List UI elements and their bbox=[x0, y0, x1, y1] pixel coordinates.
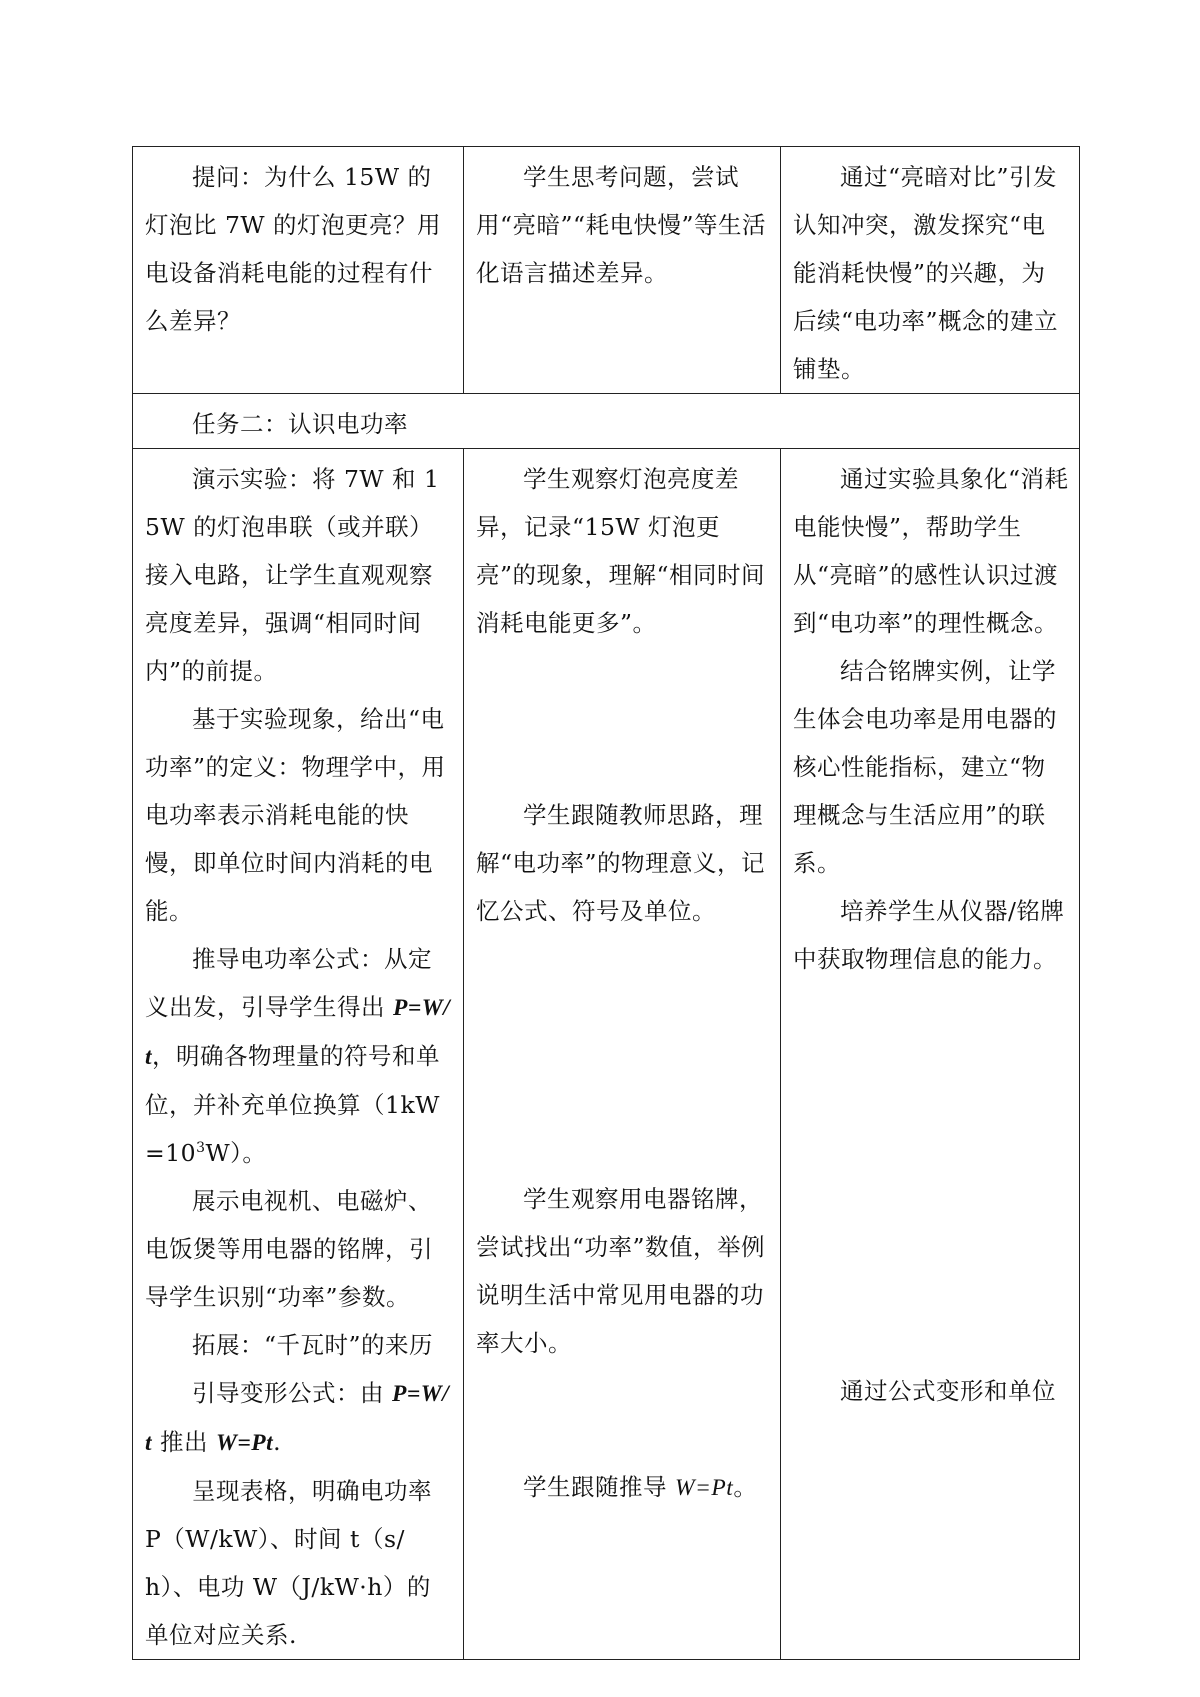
text-span: ，明确各物理量的符号和单位，并补充单位换算（1kW=10 bbox=[145, 1042, 441, 1167]
formula: P=W/t bbox=[145, 1381, 450, 1456]
table-row bbox=[133, 449, 1080, 1660]
teacher-activity-cell bbox=[133, 449, 464, 1660]
superscript: 3 bbox=[196, 1140, 206, 1157]
student-activity-cell bbox=[464, 147, 781, 394]
text-span: 推导电功率公式：从定义出发，引导学生得出 bbox=[145, 945, 432, 1021]
intent-paragraph: 通过公式变形和单位 bbox=[840, 1377, 1056, 1405]
intent-paragraph: 通过实验具象化“消耗电能快慢”，帮助学生从“亮暗”的感性认识过渡到“电功率”的理性概念。 bbox=[793, 465, 1069, 637]
text-span: . bbox=[273, 1428, 282, 1456]
text-span: 学生跟随推导 bbox=[523, 1473, 675, 1501]
student-activity-cell bbox=[464, 449, 781, 1660]
teacher-paragraph bbox=[145, 1369, 453, 1467]
table-row bbox=[133, 147, 1080, 394]
intent-paragraph: 培养学生从仪器/铭牌中获取物理信息的能力。 bbox=[793, 897, 1065, 973]
design-intent-cell bbox=[781, 147, 1080, 394]
teacher-paragraph: 演示实验：将 7W 和 15W 的灯泡串联（或并联）接入电路，让学生直观观察亮度差异，强调“相同时间内”的前提。 bbox=[145, 465, 440, 685]
lesson-plan-table bbox=[132, 146, 1080, 1660]
student-paragraph bbox=[476, 1463, 770, 1512]
text-span: 引导变形公式：由 bbox=[192, 1379, 392, 1407]
teacher-paragraph: 呈现表格，明确电功率 P（W/kW）、时间 t（s/h）、电功 W（J/kW·h）的单位对应关系. bbox=[145, 1477, 432, 1649]
intent-paragraph: 结合铭牌实例，让学生体会电功率是用电器的核心性能指标，建立“物理概念与生活应用”的联系。 bbox=[793, 657, 1057, 877]
task-header-cell bbox=[133, 394, 1080, 449]
teacher-paragraph bbox=[145, 935, 453, 1177]
student-paragraph: 学生观察灯泡亮度差异，记录“15W 灯泡更亮”的现象，理解“相同时间消耗电能更多”。 bbox=[476, 465, 766, 637]
design-intent: 通过“亮暗对比”引发认知冲突，激发探究“电能消耗快慢”的兴趣，为后续“电功率”概念的建立铺垫。 bbox=[793, 163, 1059, 383]
text-span: W）。 bbox=[205, 1139, 267, 1167]
formula: P=W/t bbox=[145, 995, 451, 1070]
task-header: 任务二：认识电功率 bbox=[192, 410, 408, 438]
teacher-paragraph: 基于实验现象，给出“电功率”的定义：物理学中，用电功率表示消耗电能的快慢，即单位时间内消耗的电能。 bbox=[145, 705, 446, 925]
student-response: 学生思考问题，尝试用“亮暗”“耗电快慢”等生活化语言描述差异。 bbox=[476, 163, 767, 287]
teacher-paragraph: 拓展：“千瓦时”的来历 bbox=[192, 1331, 434, 1359]
student-paragraph: 学生观察用电器铭牌，尝试找出“功率”数值，举例说明生活中常见用电器的功率大小。 bbox=[476, 1185, 766, 1357]
formula: W=Pt bbox=[215, 1430, 274, 1456]
teacher-paragraph: 展示电视机、电磁炉、电饭煲等用电器的铭牌，引导学生识别“功率”参数。 bbox=[145, 1187, 433, 1311]
student-paragraph: 学生跟随教师思路，理解“电功率”的物理意义，记忆公式、符号及单位。 bbox=[476, 801, 766, 925]
teacher-question: 提问：为什么 15W 的灯泡比 7W 的灯泡更亮？用电设备消耗电能的过程有什么差异？ bbox=[145, 163, 442, 335]
design-intent-cell bbox=[781, 449, 1080, 1660]
task-header-row bbox=[133, 394, 1080, 449]
text-span: 。 bbox=[733, 1473, 758, 1501]
teacher-activity-cell bbox=[133, 147, 464, 394]
formula: W=Pt bbox=[674, 1475, 734, 1501]
text-span: 推出 bbox=[152, 1428, 216, 1456]
